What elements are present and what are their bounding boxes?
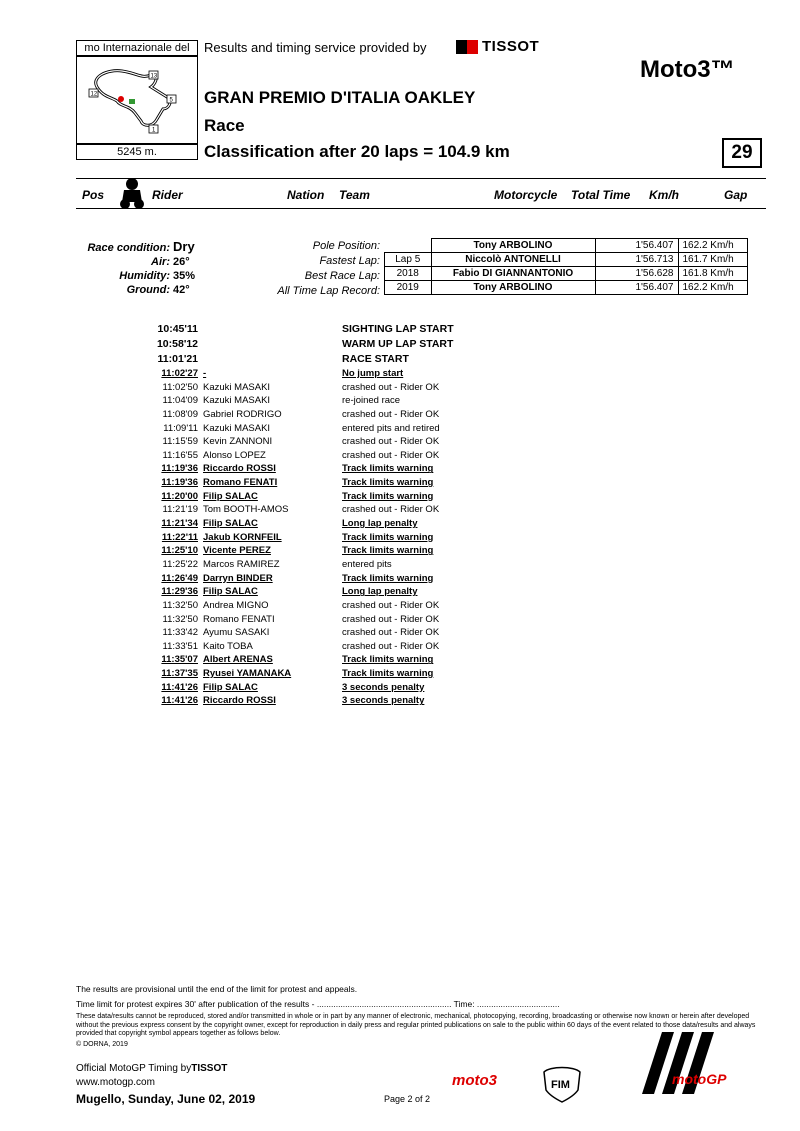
rider-icon bbox=[118, 176, 146, 210]
moto3-logo: moto3 bbox=[452, 1072, 497, 1089]
event-description: crashed out - Rider OK bbox=[342, 599, 440, 611]
event-time: 11:37'35 bbox=[161, 668, 198, 680]
event-time: 11:19'36 bbox=[161, 463, 198, 475]
event-time: 11:32'50 bbox=[162, 613, 198, 625]
record-extra: 2018 bbox=[385, 267, 432, 281]
event-description: crashed out - Rider OK bbox=[342, 640, 440, 652]
record-speed: 161.7 Km/h bbox=[678, 253, 747, 267]
event-description: SIGHTING LAP START bbox=[342, 323, 454, 335]
col-rider: Rider bbox=[152, 188, 183, 202]
circuit-name: mo Internazionale del bbox=[76, 40, 198, 56]
event-description: RACE START bbox=[342, 353, 409, 365]
condition-label: Ground: bbox=[126, 284, 170, 296]
turn-label: 12 bbox=[90, 91, 98, 98]
turn-label: 13 bbox=[150, 73, 158, 80]
footer-official-brand: TISSOT bbox=[191, 1063, 228, 1074]
condition-value: Dry bbox=[173, 239, 195, 254]
event-rider: Filip SALAC bbox=[203, 518, 258, 530]
circuit-length: 5245 m. bbox=[76, 144, 198, 160]
event-description: entered pits and retired bbox=[342, 422, 440, 434]
event-rider: Romano FENATI bbox=[203, 613, 275, 625]
event-time: 11:32'50 bbox=[162, 599, 198, 611]
record-time: 1'56.713 bbox=[595, 253, 678, 267]
event-description: crashed out - Rider OK bbox=[342, 627, 440, 639]
event-description: Track limits warning bbox=[342, 572, 434, 584]
provider-text: Results and timing service provided by bbox=[204, 40, 427, 55]
event-row bbox=[108, 586, 508, 600]
event-description: Track limits warning bbox=[342, 668, 434, 680]
event-row bbox=[108, 668, 508, 682]
event-row bbox=[108, 627, 508, 641]
event-description: crashed out - Rider OK bbox=[342, 408, 440, 420]
records-table bbox=[384, 238, 748, 295]
event-rider: Kevin ZANNONI bbox=[203, 436, 273, 448]
event-rider: Alonso LOPEZ bbox=[203, 449, 266, 461]
header-divider bbox=[76, 178, 766, 179]
record-label: Fastest Lap: bbox=[319, 255, 380, 267]
event-description: crashed out - Rider OK bbox=[342, 449, 440, 461]
condition-value: 26° bbox=[173, 256, 190, 268]
event-time: 11:15'59 bbox=[162, 436, 198, 448]
event-row bbox=[108, 338, 508, 353]
event-row bbox=[108, 477, 508, 491]
condition-value: 42° bbox=[173, 284, 190, 296]
record-extra: 2019 bbox=[385, 281, 432, 295]
event-time: 11:35'07 bbox=[161, 654, 198, 666]
event-row bbox=[108, 463, 508, 477]
event-rider: Vicente PEREZ bbox=[203, 545, 271, 557]
event-row bbox=[108, 654, 508, 668]
class-title: Moto3™ bbox=[640, 56, 735, 83]
event-row bbox=[108, 682, 508, 696]
event-time: 11:26'49 bbox=[161, 572, 198, 584]
event-time: 11:02'27 bbox=[161, 368, 198, 379]
event-time: 11:20'00 bbox=[161, 490, 198, 502]
event-row bbox=[108, 504, 508, 518]
event-rider: Jakub KORNFEIL bbox=[203, 531, 282, 543]
event-row bbox=[108, 518, 508, 532]
tissot-cross-icon bbox=[456, 40, 478, 54]
footer-location-date: Mugello, Sunday, June 02, 2019 bbox=[76, 1092, 256, 1106]
footer-official-text: Official MotoGP Timing by bbox=[76, 1063, 192, 1074]
condition-label: Race condition: bbox=[87, 242, 170, 254]
condition-label: Humidity: bbox=[119, 270, 170, 282]
condition-value: 35% bbox=[173, 270, 196, 282]
event-description: Long lap penalty bbox=[342, 586, 418, 598]
event-time: 11:21'34 bbox=[161, 518, 198, 530]
footer-provisional: The results are provisional until the end of the limit for protest and appeals. bbox=[76, 984, 358, 994]
event-time: 11:22'11 bbox=[161, 531, 198, 543]
col-pos: Pos bbox=[82, 188, 105, 202]
event-rider: Ryusei YAMANAKA bbox=[203, 668, 292, 680]
fim-logo-text: FIM bbox=[551, 1079, 570, 1091]
motogp-logo bbox=[632, 1024, 742, 1100]
event-row bbox=[108, 395, 508, 409]
fim-logo bbox=[540, 1060, 584, 1104]
header-divider bbox=[76, 208, 766, 209]
event-row bbox=[108, 409, 508, 423]
record-row bbox=[385, 281, 748, 295]
record-label: Best Race Lap: bbox=[304, 270, 380, 282]
session-name: Race bbox=[204, 116, 245, 135]
event-rider: Romano FENATI bbox=[203, 477, 278, 489]
classification-title: Classification after 20 laps = 104.9 km bbox=[204, 142, 510, 161]
event-row bbox=[108, 423, 508, 437]
event-row bbox=[108, 573, 508, 587]
event-rider: Kazuki MASAKI bbox=[203, 381, 271, 393]
event-row bbox=[108, 545, 508, 559]
footer-official bbox=[76, 1063, 227, 1074]
event-time: 11:41'26 bbox=[161, 695, 198, 707]
event-rider: Darryn BINDER bbox=[203, 572, 273, 584]
record-speed: 162.2 Km/h bbox=[678, 239, 747, 253]
record-row bbox=[385, 253, 748, 267]
event-time: 10:58'12 bbox=[156, 338, 198, 350]
event-description: entered pits bbox=[342, 558, 392, 570]
event-rider: Ayumu SASAKI bbox=[203, 627, 270, 639]
event-rider: Filip SALAC bbox=[203, 586, 258, 598]
record-rider: Niccolò ANTONELLI bbox=[431, 253, 595, 267]
page-number: 29 bbox=[722, 138, 762, 168]
motogp-logo-text: motoGP bbox=[672, 1071, 727, 1087]
record-speed: 161.8 Km/h bbox=[678, 267, 747, 281]
event-rider: Andrea MIGNO bbox=[203, 599, 269, 611]
event-row bbox=[108, 532, 508, 546]
event-time: 11:41'26 bbox=[161, 681, 198, 693]
event-time: 11:16'55 bbox=[162, 449, 198, 461]
footer-website: www.motogp.com bbox=[76, 1077, 155, 1088]
event-row bbox=[108, 641, 508, 655]
event-description: crashed out - Rider OK bbox=[342, 613, 440, 625]
col-gap: Gap bbox=[724, 188, 748, 202]
record-label: Pole Position: bbox=[312, 240, 380, 252]
event-description: Track limits warning bbox=[342, 477, 434, 489]
event-row bbox=[108, 368, 508, 382]
event-row bbox=[108, 436, 508, 450]
events-list bbox=[108, 323, 508, 709]
event-description: Track limits warning bbox=[342, 490, 434, 502]
event-rider: Filip SALAC bbox=[203, 681, 258, 693]
event-row bbox=[108, 600, 508, 614]
record-speed: 162.2 Km/h bbox=[678, 281, 747, 295]
event-description: crashed out - Rider OK bbox=[342, 381, 440, 393]
record-time: 1'56.628 bbox=[595, 267, 678, 281]
circuit-map bbox=[76, 56, 198, 144]
event-time: 11:08'09 bbox=[162, 408, 198, 420]
event-time: 11:02'50 bbox=[162, 381, 198, 393]
event-row bbox=[108, 323, 508, 338]
condition-label: Air: bbox=[151, 256, 170, 268]
event-rider: - bbox=[203, 368, 207, 379]
event-time: 11:33'42 bbox=[162, 627, 198, 639]
record-label: All Time Lap Record: bbox=[277, 285, 380, 297]
turn-label: 5 bbox=[169, 97, 173, 104]
event-title: GRAN PREMIO D'ITALIA OAKLEY bbox=[204, 88, 476, 107]
record-row bbox=[385, 239, 748, 253]
event-time: 10:45'11 bbox=[157, 323, 198, 335]
event-rider: Riccardo ROSSI bbox=[203, 695, 276, 707]
event-time: 11:04'09 bbox=[162, 395, 198, 407]
event-time: 11:01'21 bbox=[157, 353, 198, 365]
record-time: 1'56.407 bbox=[595, 281, 678, 295]
event-time: 11:33'51 bbox=[162, 640, 198, 652]
record-rider: Tony ARBOLINO bbox=[431, 281, 595, 295]
event-rider: Marcos RAMIREZ bbox=[203, 558, 280, 570]
tissot-logo bbox=[456, 38, 539, 55]
event-time: 11:09'11 bbox=[163, 422, 198, 434]
event-description: crashed out - Rider OK bbox=[342, 436, 440, 448]
col-nation: Nation bbox=[287, 188, 325, 202]
record-labels bbox=[210, 239, 380, 299]
event-description: 3 seconds penalty bbox=[342, 695, 425, 707]
footer-dorna: © DORNA, 2019 bbox=[76, 1041, 128, 1048]
event-description: Track limits warning bbox=[342, 463, 434, 475]
event-rider: Albert ARENAS bbox=[203, 654, 273, 666]
col-team: Team bbox=[339, 188, 370, 202]
event-description: crashed out - Rider OK bbox=[342, 504, 440, 516]
event-description: 3 seconds penalty bbox=[342, 681, 425, 693]
col-speed: Km/h bbox=[649, 188, 679, 202]
event-description: Track limits warning bbox=[342, 545, 434, 557]
record-time: 1'56.407 bbox=[595, 239, 678, 253]
event-description: WARM UP LAP START bbox=[342, 338, 454, 350]
footer-copyright: These data/results cannot be reproduced, stored and/or transmitted in whole or in part by any manner of electronic, mechanical, photocopying, recording, broadcasting or otherwise now known or herein after developed without the previous express consent by the copyright owner, except for reproduction in daily press and regular printed publications on sale to the public within 60 days of the event related to those data/results and always provided that copyright symbol appears together as follows below. bbox=[76, 1013, 756, 1037]
event-time: 11:29'36 bbox=[161, 586, 198, 598]
event-row bbox=[108, 450, 508, 464]
record-extra: Lap 5 bbox=[385, 253, 432, 267]
footer-protest: Time limit for protest expires 30' after publication of the results - ......................................................... Time: ................................... bbox=[76, 999, 560, 1009]
record-row bbox=[385, 267, 748, 281]
event-rider: Tom BOOTH-AMOS bbox=[203, 504, 289, 516]
record-extra bbox=[385, 239, 432, 253]
turn-label: 1 bbox=[152, 127, 156, 134]
event-row bbox=[108, 614, 508, 628]
tissot-brand: TISSOT bbox=[482, 38, 540, 55]
event-rider: Filip SALAC bbox=[203, 490, 258, 502]
event-time: 11:19'36 bbox=[161, 477, 198, 489]
event-rider: Riccardo ROSSI bbox=[203, 463, 276, 475]
event-description: re-joined race bbox=[342, 395, 401, 407]
event-rider: Kazuki MASAKI bbox=[203, 422, 271, 434]
event-rider: Kazuki MASAKI bbox=[203, 395, 271, 407]
col-motorcycle: Motorcycle bbox=[494, 188, 558, 202]
record-rider: Fabio DI GIANNANTONIO bbox=[431, 267, 595, 281]
event-row bbox=[108, 353, 508, 368]
record-rider: Tony ARBOLINO bbox=[431, 239, 595, 253]
event-time: 11:25'10 bbox=[161, 545, 198, 557]
event-description: Track limits warning bbox=[342, 654, 434, 666]
event-description: No jump start bbox=[342, 368, 404, 379]
event-description: Long lap penalty bbox=[342, 518, 418, 530]
event-row bbox=[108, 559, 508, 573]
circuit-map-icon bbox=[77, 57, 197, 143]
footer-page: Page 2 of 2 bbox=[384, 1094, 431, 1104]
event-description: Track limits warning bbox=[342, 531, 434, 543]
col-total-time: Total Time bbox=[571, 188, 631, 202]
event-row bbox=[108, 382, 508, 396]
event-time: 11:21'19 bbox=[162, 504, 198, 516]
event-row bbox=[108, 695, 508, 709]
event-time: 11:25'22 bbox=[162, 558, 198, 570]
conditions bbox=[50, 240, 195, 297]
event-row bbox=[108, 491, 508, 505]
event-rider: Gabriel RODRIGO bbox=[203, 408, 282, 420]
event-rider: Kaito TOBA bbox=[203, 640, 253, 652]
